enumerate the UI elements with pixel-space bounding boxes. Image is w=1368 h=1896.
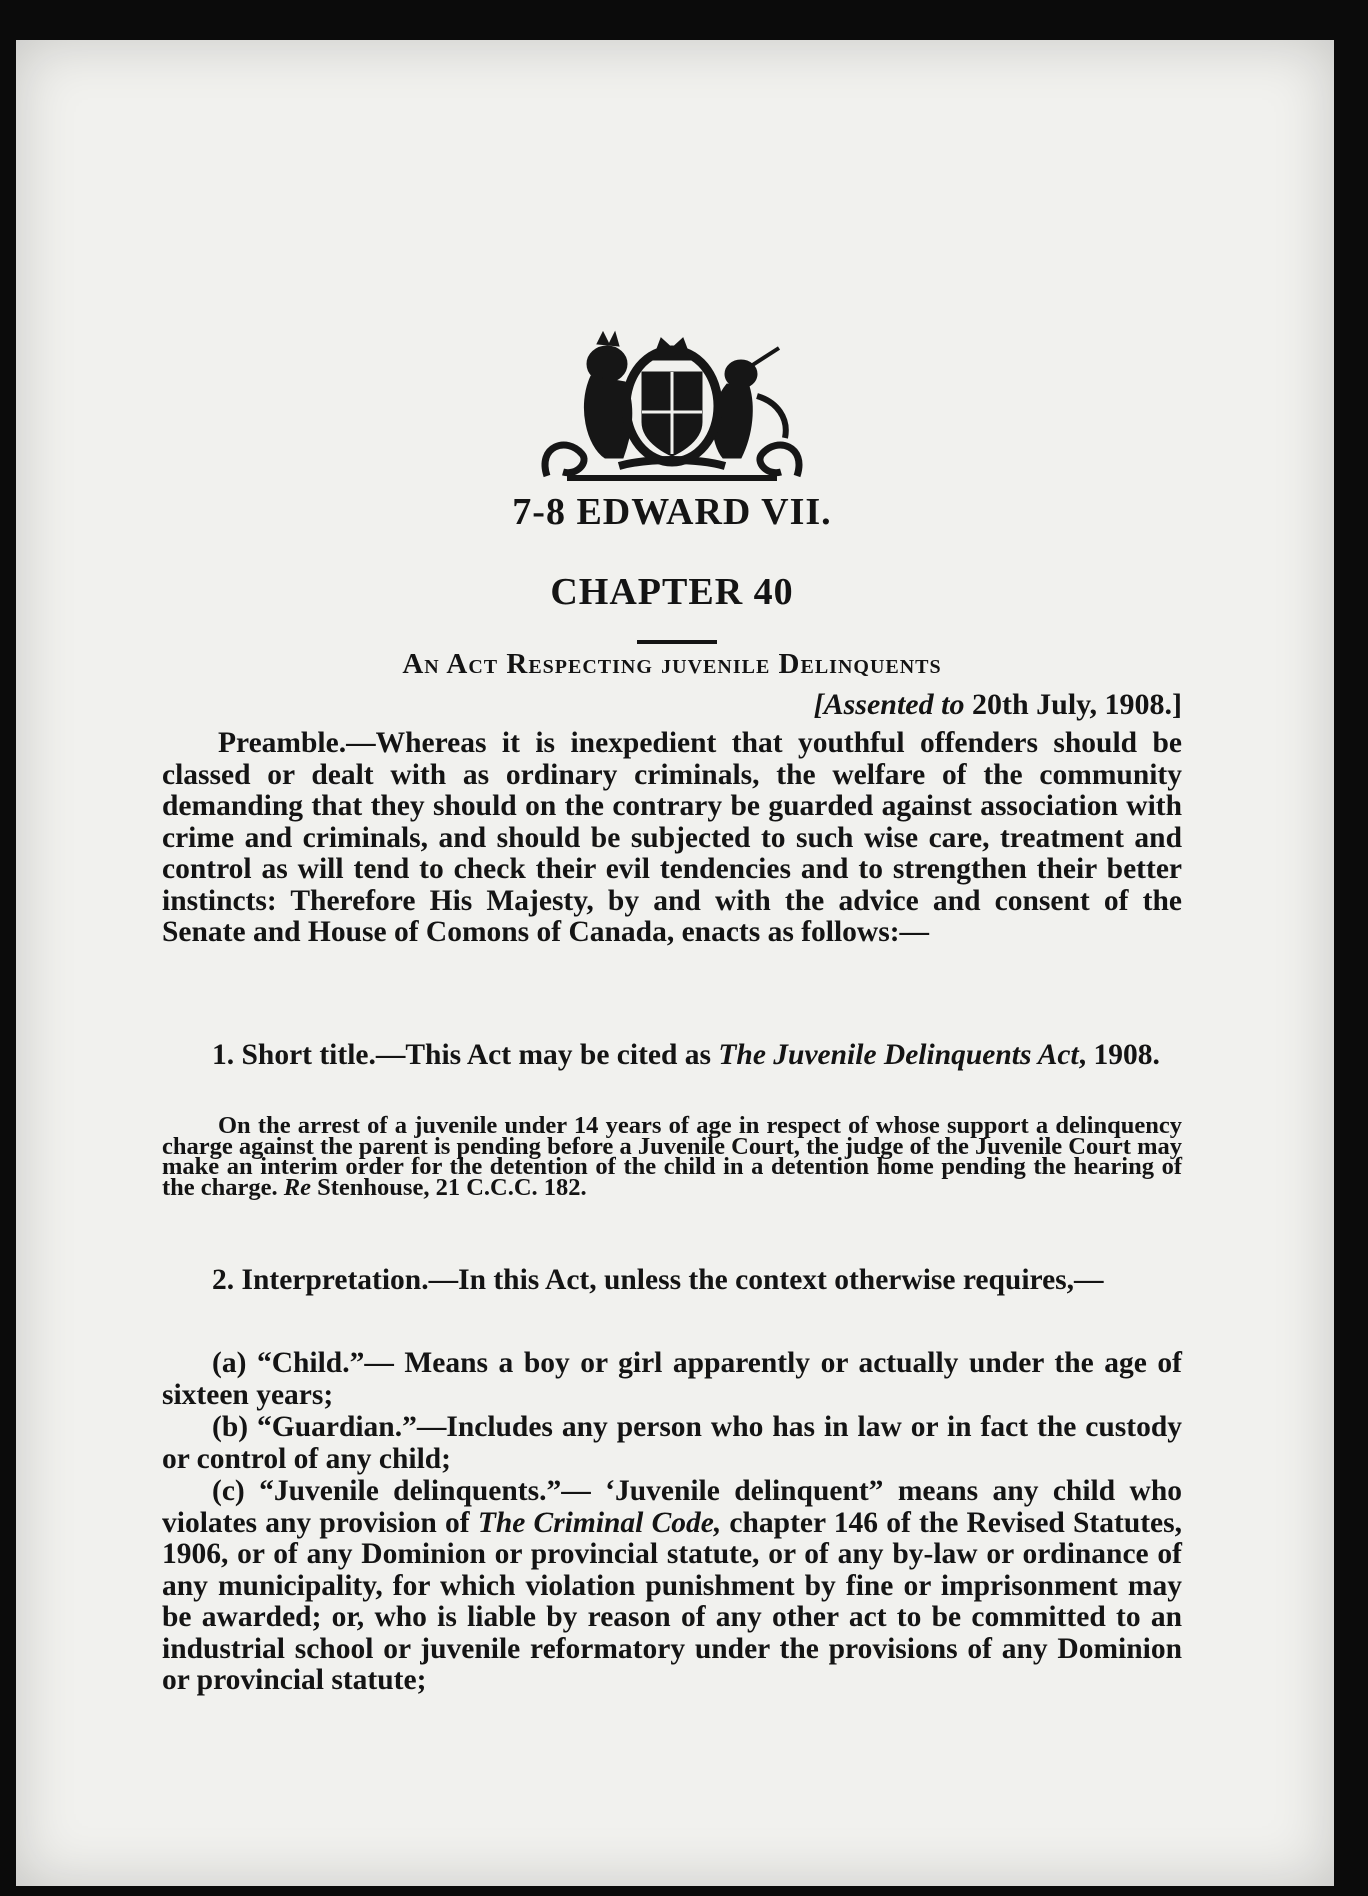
definition-juvenile-delinquent-rest: chapter 146 of the Revised Statutes, 1906, or of any Dominion or provincial statute, or of any by-law or ordinance of any municipality, for which violation punishment by fine or imprisonment may be awarded; or, who is liable by reason of any other act to be committed to an industrial school or juvenile reformatory under the provisions of any Dominion or provincial statute; (162, 1506, 1183, 1696)
case-note-re: Re (283, 1173, 312, 1201)
definition-guardian-label: (b) “Guardian.”— (212, 1411, 447, 1443)
definition-juvenile-delinquent-text: ‘Juvenile delinquent” means any child who violates any provision of (162, 1475, 1182, 1539)
definition-guardian-text: Includes any person who has in law or in fact the custody or control of any child; (162, 1411, 1182, 1475)
section-1-text: This Act may be cited as (405, 1039, 719, 1071)
section-2-text: In this Act, unless the context otherwise requires,— (458, 1264, 1104, 1296)
case-note-citation: Stenhouse, 21 C.C.C. 182. (311, 1173, 587, 1201)
section-1-year: , 1908. (1078, 1039, 1160, 1071)
chapter-heading: CHAPTER 40 (550, 571, 794, 613)
section-1-label: 1. Short title.— (212, 1039, 406, 1071)
definition-juvenile-delinquent-label: (c) “Juvenile delinquents.”— (212, 1475, 591, 1507)
case-note-text: On the arrest of a juvenile under 14 years of age in respect of whose support a delinquency charge against the parent is pending before a Juvenile Court, the judge of the Juvenile Court may make an interim order for the detention of the child in a detention home pending the hearing of the charge. (162, 1112, 1182, 1201)
definition-juvenile-delinquent (162, 1476, 1182, 1697)
royal-coat-of-arms-icon (527, 326, 817, 486)
assent-label: [Assented to (813, 688, 965, 721)
document-page (16, 40, 1334, 1886)
definition-guardian (162, 1412, 1182, 1475)
criminal-code-title: The Criminal Code, (477, 1506, 722, 1539)
reign-heading: 7-8 EDWARD VII. (512, 491, 832, 533)
assent-line (814, 688, 1182, 722)
preamble-paragraph (162, 728, 1182, 949)
definition-child-text: Means a boy or girl apparently or actually under the age of sixteen years; (162, 1347, 1182, 1411)
section-2-paragraph (162, 1265, 1182, 1297)
preamble-label: Preamble.— (218, 727, 376, 759)
act-title: An Act Respecting juvenile Delinquents (402, 648, 942, 680)
definition-child-label: (a) “Child.”— (212, 1347, 394, 1379)
case-note-paragraph (162, 1112, 1182, 1201)
definition-child (162, 1348, 1182, 1411)
assent-date: 20th July, 1908.] (971, 688, 1182, 721)
section-2-label: 2. Interpretation.— (212, 1264, 459, 1296)
section-1-paragraph (162, 1040, 1182, 1072)
preamble-text: Whereas it is inexpedient that youthful offenders should be classed or dealt with as ordinary criminals, the welfare of the community demanding that they should on the contrary be guarded against association with crime and criminals, and should be subjected to such wise care, treatment and control as will tend to check their evil tendencies and to strengthen their better instincts: Therefore His Majesty, by and with the advice and consent of the Senate and House of Comons of Canada, enacts as follows:— (162, 727, 1182, 948)
act-short-title: The Juvenile Delinquents Act (718, 1039, 1079, 1071)
divider-rule (637, 640, 717, 644)
